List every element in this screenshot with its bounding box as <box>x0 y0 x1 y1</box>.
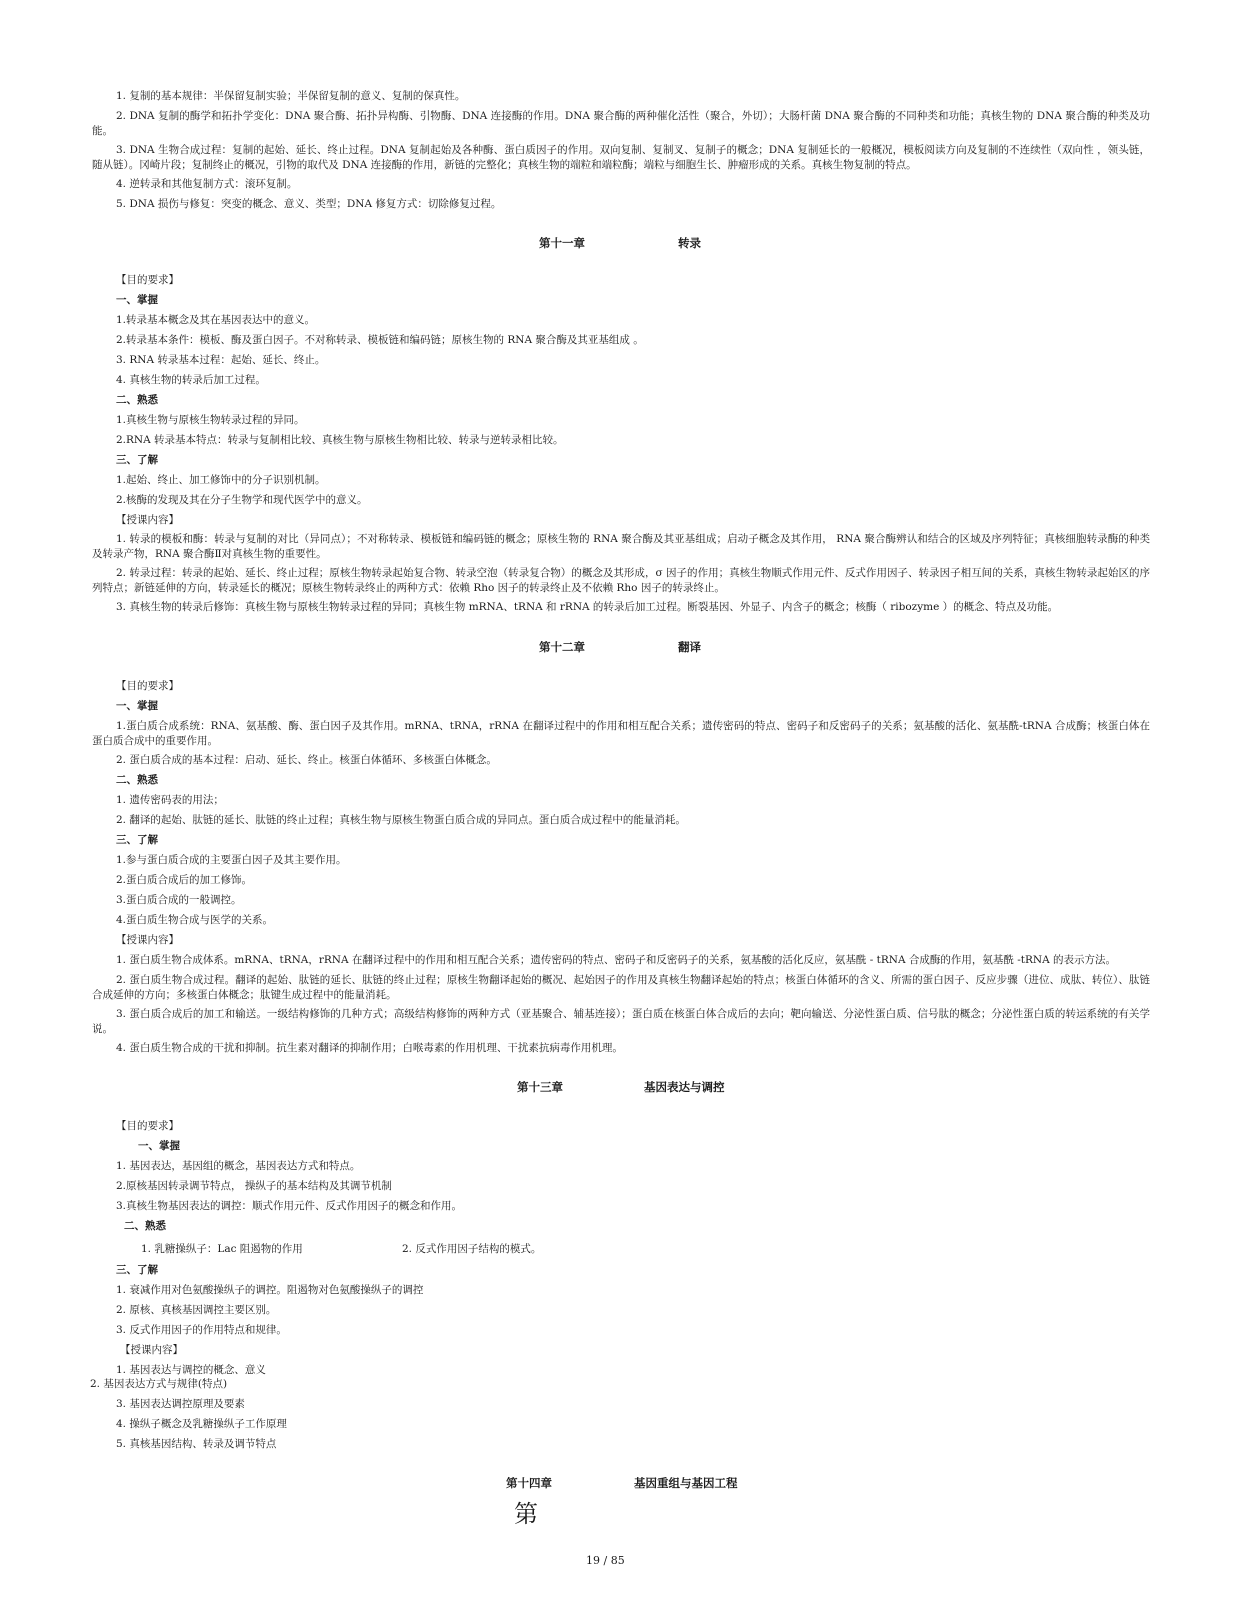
list-item: 1.转录基本概念及其在基因表达中的意义。 <box>116 314 316 326</box>
subsection-heading: 三、了解 <box>116 454 158 466</box>
chapter-number: 第十四章 <box>506 1476 552 1490</box>
paragraph: 5. DNA 损伤与修复：突变的概念、意义、类型；DNA 修复方式：切除修复过程。 <box>116 198 502 210</box>
chapter-number: 第十一章 <box>539 236 585 250</box>
paragraph: 4. 蛋白质生物合成的干扰和抑制。抗生素对翻译的抑制作用；白喉毒素的作用机理、干扰素抗病毒作用机理。 <box>116 1042 623 1054</box>
subsection-heading: 三、了解 <box>116 834 158 846</box>
list-item: 1. 遗传密码表的用法； <box>116 794 224 806</box>
section-label: 【目的要求】 <box>116 274 179 286</box>
list-item: 2.核酶的发现及其在分子生物学和现代医学中的意义。 <box>116 494 368 506</box>
paragraph: 2. DNA 复制的酶学和拓扑学变化：DNA 聚合酶、拓扑异构酶、引物酶、DNA 连接酶的作用。DNA 聚合酶的两种催化活性（聚合，外切）；大肠杆菌 DNA 聚合酶的不同种类和功能；真核生物的 DNA 聚合酶的种类及功能。 <box>92 110 1150 137</box>
chapter-title: 翻译 <box>678 640 701 654</box>
list-item: 5. 真核基因结构、转录及调节特点 <box>116 1438 277 1450</box>
list-item: 3.蛋白质合成的一般调控。 <box>116 894 242 906</box>
list-item: 4. 真核生物的转录后加工过程。 <box>116 374 266 386</box>
paragraph: 1. 蛋白质生物合成体系。mRNA、tRNA，rRNA 在翻译过程中的作用和相互配合关系；遗传密码的特点、密码子和反密码子的关系，氨基酸的活化反应，氨基酰 - tRNA 合成酶的作用，氨基酰 -tRNA 的表示方法。 <box>116 954 1116 966</box>
paragraph: 3. DNA 生物合成过程：复制的起始、延长、终止过程。DNA 复制起始及各种酶、蛋白质因子的作用。双向复制、复制叉、复制子的概念；DNA 复制延长的一般概况，模板阅读方向及复制的不连续性（双向性 ，领头链，随从链）。冈崎片段；复制终止的概况，引物的取代及 DNA 连接酶的作用，新链的完整化；真核生物的端粒和端粒酶；端粒与细胞生长、肿瘤形成的关系。真核生物复制的特点。 <box>92 144 1150 171</box>
subsection-heading: 二、熟悉 <box>124 1220 166 1232</box>
chapter-title: 基因表达与调控 <box>644 1080 725 1094</box>
list-item: 2. 反式作用因子结构的模式。 <box>402 1243 542 1255</box>
list-item: 1.蛋白质合成系统：RNA、氨基酸、酶、蛋白因子及其作用。mRNA、tRNA，rRNA 在翻译过程中的作用和相互配合关系；遗传密码的特点、密码子和反密码子的关系；氨基酸的活化、氨基酰-tRNA 合成酶；核蛋白体在蛋白质合成中的重要作用。 <box>92 720 1150 747</box>
list-item: 1. 衰减作用对色氨酸操纵子的调控。阻遏物对色氨酸操纵子的调控 <box>116 1284 424 1296</box>
section-label: 【目的要求】 <box>116 1120 179 1132</box>
section-label: 【授课内容】 <box>116 514 179 526</box>
list-item: 1.参与蛋白质合成的主要蛋白因子及其主要作用。 <box>116 854 347 866</box>
list-item: 4.蛋白质生物合成与医学的关系。 <box>116 914 274 926</box>
paragraph: 3. 蛋白质合成后的加工和输送。一级结构修饰的几种方式；高级结构修饰的两种方式（亚基聚合、辅基连接）；蛋白质在核蛋白体合成后的去向；靶向输送、分泌性蛋白质、信号肽的概念；分泌性蛋白质的转运系统的有关学说。 <box>92 1008 1150 1035</box>
subsection-heading: 三、了解 <box>116 1264 158 1276</box>
list-item: 2. 基因表达方式与规律(特点) <box>90 1378 228 1390</box>
paragraph: 3. 真核生物的转录后修饰：真核生物与原核生物转录过程的异同；真核生物 mRNA、tRNA 和 rRNA 的转录后加工过程。断裂基因、外显子、内含子的概念；核酶（ ribozyme ）的概念、特点及功能。 <box>116 601 1059 613</box>
list-item: 4. 操纵子概念及乳糖操纵子工作原理 <box>116 1418 287 1430</box>
section-label: 【授课内容】 <box>116 934 179 946</box>
subsection-heading: 二、熟悉 <box>116 394 158 406</box>
list-item: 2. 翻译的起始、肽链的延长、肽链的终止过程；真核生物与原核生物蛋白质合成的异同点。蛋白质合成过程中的能量消耗。 <box>116 814 686 826</box>
subsection-heading: 一、掌握 <box>116 294 158 306</box>
section-label: 【目的要求】 <box>116 680 179 692</box>
paragraph: 1. 转录的模板和酶：转录与复制的对比（异同点）；不对称转录、模板链和编码链的概念；原核生物的 RNA 聚合酶及其亚基组成；启动子概念及其作用， RNA 聚合酶辨认和结合的区域及序列特征；真核细胞转录酶的种类及转录产物，RNA 聚合酶Ⅱ对真核生物的重要性。 <box>92 533 1150 560</box>
chapter-number: 第十三章 <box>517 1080 563 1094</box>
large-character: 第 <box>514 1500 538 1528</box>
paragraph: 1. 复制的基本规律：半保留复制实验；半保留复制的意义、复制的保真性。 <box>116 90 466 102</box>
paragraph: 4. 逆转录和其他复制方式：滚环复制。 <box>116 178 298 190</box>
list-item: 2.蛋白质合成后的加工修饰。 <box>116 874 253 886</box>
list-item: 1. 基因表达与调控的概念、意义 <box>116 1364 266 1376</box>
list-item: 2.RNA 转录基本特点：转录与复制相比较、真核生物与原核生物相比较、转录与逆转录相比较。 <box>116 434 564 446</box>
chapter-title: 转录 <box>678 236 701 250</box>
paragraph: 2. 转录过程：转录的起始、延长、终止过程；原核生物转录起始复合物、转录空泡（转录复合物）的概念及其形成，σ 因子的作用；真核生物顺式作用元件、反式作用因子、转录因子相互间的关系，真核生物转录起始区的序列特点；新链延伸的方向，转录延长的概况；原核生物转录终止的两种方式：依赖 Rho 因子的转录终止及不依赖 Rho 因子的转录终止。 <box>92 567 1150 594</box>
subsection-heading: 一、掌握 <box>116 700 158 712</box>
subsection-heading: 一、掌握 <box>138 1140 180 1152</box>
list-item: 2.转录基本条件：模板、酶及蛋白因子。不对称转录、模板链和编码链；原核生物的 RNA 聚合酶及其亚基组成 。 <box>116 334 644 346</box>
list-item: 3. RNA 转录基本过程：起始、延长、终止。 <box>116 354 326 366</box>
list-item: 1. 乳糖操纵子：Lac 阻遏物的作用 <box>141 1243 303 1255</box>
list-item: 2. 蛋白质合成的基本过程：启动、延长、终止。核蛋白体循环、多核蛋白体概念。 <box>116 754 497 766</box>
list-item: 1.真核生物与原核生物转录过程的异同。 <box>116 414 305 426</box>
list-item: 1.起始、终止、加工修饰中的分子识别机制。 <box>116 474 326 486</box>
chapter-number: 第十二章 <box>539 640 585 654</box>
list-item: 2.原核基因转录调节特点， 操纵子的基本结构及其调节机制 <box>116 1180 392 1192</box>
list-item: 3. 基因表达调控原理及要素 <box>116 1398 245 1410</box>
list-item: 3. 反式作用因子的作用特点和规律。 <box>116 1324 287 1336</box>
list-item: 2. 原核、真核基因调控主要区别。 <box>116 1304 277 1316</box>
chapter-title: 基因重组与基因工程 <box>634 1476 738 1490</box>
list-item: 1. 基因表达，基因组的概念，基因表达方式和特点。 <box>116 1160 361 1172</box>
page-number: 19 / 85 <box>586 1554 625 1567</box>
section-label: 【授课内容】 <box>120 1344 183 1356</box>
paragraph: 2. 蛋白质生物合成过程。翻译的起始、肽链的延长、肽链的终止过程；原核生物翻译起始的概况、起始因子的作用及真核生物翻译起始的特点；核蛋白体循环的含义、所需的蛋白因子、反应步骤（进位、成肽、转位）、肽链合成延伸的方向；多核蛋白体概念；肽键生成过程中的能量消耗。 <box>92 974 1150 1001</box>
list-item: 3.真核生物基因表达的调控：顺式作用元件、反式作用因子的概念和作用。 <box>116 1200 463 1212</box>
subsection-heading: 二、熟悉 <box>116 774 158 786</box>
